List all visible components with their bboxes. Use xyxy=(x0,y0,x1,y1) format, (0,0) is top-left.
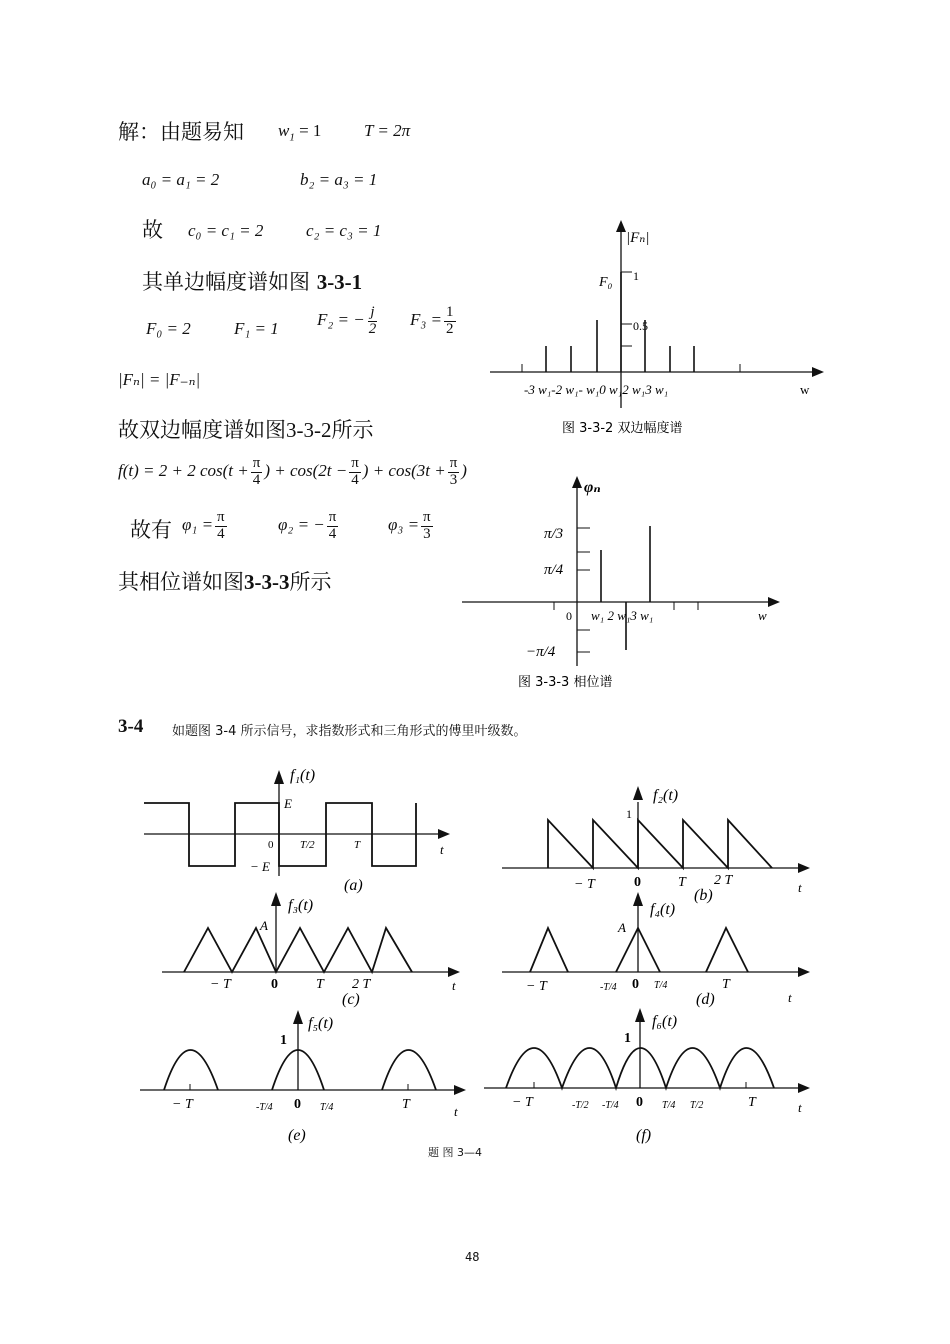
A-label: A xyxy=(260,918,268,933)
w1-equation: $w_1 = 1$ xyxy=(278,121,322,144)
t-axis-arrow-icon xyxy=(798,967,810,977)
therefore-label: 故 xyxy=(142,218,163,242)
minus-T-label: − T xyxy=(526,979,547,994)
figure-3-4-caption: 题 图 3—4 xyxy=(428,1146,482,1159)
minus-T4-label: -T/4 xyxy=(600,982,617,993)
half-label: 0.5 xyxy=(633,319,648,333)
c-coefficients-2: c₂ = c₃ = 1 xyxy=(306,221,382,240)
fig-c-tag: (c) xyxy=(342,991,360,1008)
triangle-waveform xyxy=(184,928,412,972)
t-label: t xyxy=(454,1104,458,1119)
T4-label: T/4 xyxy=(662,1100,676,1111)
fig-e-label: f₅(t) xyxy=(308,1015,334,1032)
fig-f-label: f₆(t) xyxy=(652,1013,678,1030)
y-axis-arrow-icon xyxy=(274,770,284,784)
x-tick-labels: w₁ 2 w₁3 w₁ xyxy=(591,608,654,623)
fig-c-label: f₃(t) xyxy=(288,897,314,914)
phase-intro: 故有 xyxy=(130,518,172,542)
figure-caption: 图 3-3-3 相位谱 xyxy=(518,675,613,690)
pulse-left xyxy=(530,928,568,972)
T-label: T xyxy=(354,839,361,851)
t-label: t xyxy=(788,990,792,1005)
page-number: 48 xyxy=(465,1250,480,1264)
fig-d-tag: (d) xyxy=(696,991,715,1008)
y-axis-arrow-icon xyxy=(271,892,281,906)
fig-c-triangle-wave xyxy=(160,884,470,1010)
T-label: T xyxy=(748,1095,756,1110)
phase-spectrum-figure xyxy=(460,472,790,694)
fig-f-tag: (f) xyxy=(636,1127,652,1144)
t-label: t xyxy=(440,842,444,857)
y-axis-label: φₙ xyxy=(584,479,601,496)
fig-f-rectified-cosine xyxy=(482,1004,822,1152)
a-coefficients: a₀ = a₁ = 2 xyxy=(142,170,220,189)
one-label: 1 xyxy=(624,1031,631,1046)
minus-T4-label: -T/4 xyxy=(602,1100,619,1111)
phase-spectrum-text: 其相位谱如图3-3-3所示 xyxy=(118,570,332,594)
one-label: 1 xyxy=(280,1033,287,1048)
solution-intro: 解：由题易知 xyxy=(118,120,244,144)
t-label: t xyxy=(798,880,802,895)
pulse-right xyxy=(382,1050,436,1090)
T-label: T xyxy=(678,875,686,890)
F3-value: F₃ = $\frac{1}{2}$ xyxy=(410,304,454,337)
amplitude-spectrum-figure xyxy=(488,218,828,440)
phi1-value: φ₁ = $\frac{\pi}{4}$ xyxy=(182,509,225,542)
x-axis-arrow-icon xyxy=(812,367,824,377)
pi3-label: π/3 xyxy=(544,526,564,542)
T4-label: T/4 xyxy=(654,980,668,991)
single-sided-text: 其单边幅度谱如图 3-3-1 xyxy=(142,270,363,294)
x-axis-label: w xyxy=(758,608,767,623)
y-axis-label: |Fₙ| xyxy=(626,230,650,246)
t-axis-arrow-icon xyxy=(448,967,460,977)
F2-value: F₂ = − $\frac{j}{2}$ xyxy=(317,304,377,337)
t-axis-arrow-icon xyxy=(798,1083,810,1093)
t-label: t xyxy=(798,1100,802,1115)
minus-T-label: − T xyxy=(512,1095,533,1110)
y-axis-arrow-icon xyxy=(616,220,626,232)
f0-label: F₀ xyxy=(599,275,613,290)
amplitude-bars xyxy=(546,272,694,372)
phi2-value: φ₂ = − $\frac{\pi}{4}$ xyxy=(278,509,337,542)
A-label: A xyxy=(618,920,626,935)
pulse-left xyxy=(164,1050,218,1090)
fig-e-tag: (e) xyxy=(288,1127,306,1144)
origin-label: 0 xyxy=(566,609,572,623)
T4-label: T/4 xyxy=(320,1102,334,1113)
f-t-expansion: f(t) = 2 + 2 cos(t + $\frac{\pi}{4}$ ) + cos(2t − $\frac{\pi}{4}$ ) + cos(3t + $\frac{\pi}{3}$ ) xyxy=(118,455,467,488)
minus-T4-label: -T/4 xyxy=(256,1102,273,1113)
t-axis-arrow-icon xyxy=(438,829,450,839)
mpi4-label: −π/4 xyxy=(526,644,556,660)
origin-label: 0 xyxy=(636,1095,643,1110)
y-axis-arrow-icon xyxy=(635,1008,645,1022)
F1-value: F₁ = 1 xyxy=(234,319,279,338)
pi4-label: π/4 xyxy=(544,562,564,578)
t-axis-arrow-icon xyxy=(798,863,810,873)
phi3-value: φ₃ = $\frac{\pi}{3}$ xyxy=(388,509,431,542)
symmetry-equation: |Fₙ| = |F₋ₙ| xyxy=(118,370,201,389)
y-axis-arrow-icon xyxy=(633,786,643,800)
y-axis-arrow-icon xyxy=(633,892,643,906)
minus-E-label: − E xyxy=(250,859,270,874)
period-equation: T = 2π xyxy=(364,121,411,140)
origin-label: 0 xyxy=(294,1097,301,1112)
F0-value: F₀ = 2 xyxy=(146,319,191,338)
sawtooth-waveform xyxy=(548,820,772,868)
2T-label: 2 T xyxy=(352,977,371,992)
t-label: t xyxy=(452,978,456,993)
y-axis-arrow-icon xyxy=(293,1010,303,1024)
minus-T2-label: -T/2 xyxy=(572,1100,589,1111)
c-coefficients-1: c₀ = c₁ = 2 xyxy=(188,221,264,240)
x-tick-labels: -3 w₁-2 w₁- w₁0 w₁2 w₁3 w₁ xyxy=(524,382,669,397)
T-half-label: T/2 xyxy=(300,839,315,851)
b-coefficients: b₂ = a₃ = 1 xyxy=(300,170,378,189)
T-label: T xyxy=(316,977,324,992)
one-label: 1 xyxy=(626,807,632,821)
fig-a-tag: (a) xyxy=(344,877,363,894)
x-axis-label: w xyxy=(800,382,810,397)
fig-b-label: f₂(t) xyxy=(653,787,679,804)
E-label: E xyxy=(284,796,292,811)
minus-T-label: − T xyxy=(172,1097,193,1112)
origin-label: 0 xyxy=(634,875,641,890)
problem-number: 3-4 xyxy=(118,716,144,737)
fig-d-label: f₄(t) xyxy=(650,901,676,918)
fig-d-triangle-pulses xyxy=(500,884,820,1010)
pulse-right xyxy=(706,928,748,972)
x-axis-arrow-icon xyxy=(768,597,780,607)
fig-e-cosine-pulses xyxy=(138,1004,478,1152)
fig-a-label: f₁(t) xyxy=(290,767,316,784)
double-sided-text: 故双边幅度谱如图3-3-2所示 xyxy=(118,418,374,442)
one-label: 1 xyxy=(633,269,639,283)
t-axis-arrow-icon xyxy=(454,1085,466,1095)
T-label: T xyxy=(722,977,730,992)
figure-caption: 图 3-3-2 双边幅度谱 xyxy=(562,421,683,436)
y-axis-arrow-icon xyxy=(572,476,582,488)
problem-text: 如题图 3-4 所示信号，求指数形式和三角形式的傅里叶级数。 xyxy=(172,724,527,739)
fig-a-square-wave xyxy=(140,758,460,900)
fig-b-tag: (b) xyxy=(694,887,713,904)
T-label: T xyxy=(402,1097,410,1112)
minus-T-label: − T xyxy=(574,877,595,892)
origin-label: 0 xyxy=(271,977,278,992)
T2-label: T/2 xyxy=(690,1100,704,1111)
2T-label: 2 T xyxy=(714,873,733,888)
origin-label: 0 xyxy=(268,839,274,851)
origin-label: 0 xyxy=(632,977,639,992)
minus-T-label: − T xyxy=(210,977,231,992)
